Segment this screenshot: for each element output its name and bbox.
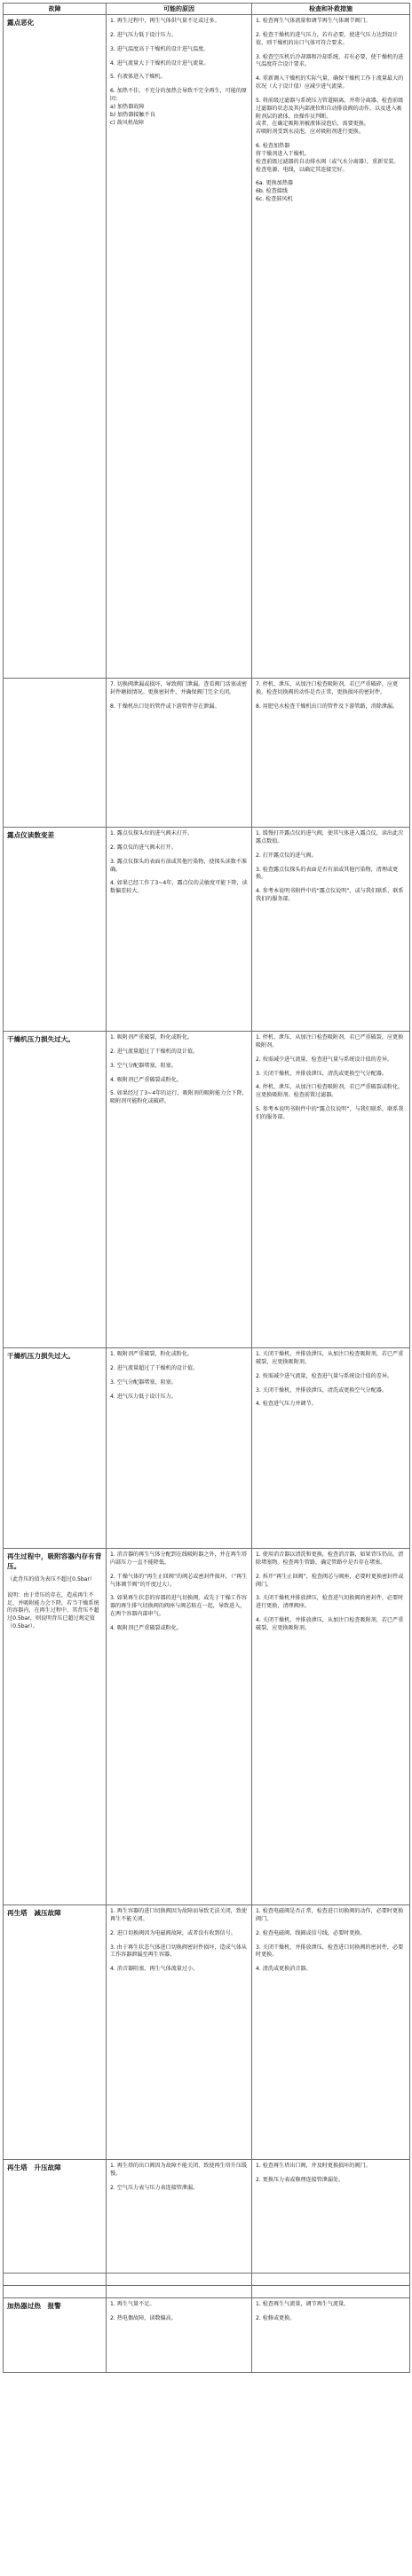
table-row	[4, 2274, 410, 2286]
fault-title: 干燥机压力损失过大。	[7, 1352, 75, 1361]
remedy-item: 2. 检查电磁阀、线圈或信号线，必要时更换。	[256, 1929, 366, 1936]
remedy-item: 4. 清洗或更换消音器。	[256, 1966, 312, 1973]
table-row	[4, 828, 410, 1032]
header-fault: 故障	[4, 4, 107, 15]
table-row	[4, 679, 410, 828]
remedy-item: 3. 关闭干燥机，并排放泄压，清洗或更换空气分配器。	[256, 1386, 387, 1394]
cause-item: 1. 吸附剂严重破裂，粉化或粉化。	[110, 1351, 194, 1358]
remedy-item: 5. 参考本说明书附件中的“露点仪说明”，与我们联系，联系我们的服务部。	[256, 1106, 404, 1120]
remedies-cell	[252, 1348, 410, 1549]
fault-cell	[4, 1549, 107, 1905]
table-row	[4, 2298, 410, 2373]
remedies-cell	[252, 1032, 410, 1348]
cause-item: 3. 空气分配器堵塞，阻塞。	[110, 1378, 177, 1386]
troubleshooting-table	[3, 3, 410, 2373]
remedy-item: 2. 按需减少进气流量，检查进气量与系统设计值的差异。	[256, 1056, 393, 1063]
remedies-cell	[252, 2160, 410, 2274]
fault-cell	[4, 2298, 107, 2373]
remedies-cell	[252, 2274, 410, 2286]
fault-title: 再生过程中，吸附容器内存有背压。	[7, 1552, 102, 1571]
remedy-item: 1. 关闭干燥机，并排放泄压，从加注口检查吸附剂，若已严重破裂，应更换吸附剂。	[256, 1351, 404, 1365]
remedies-cell	[252, 2286, 410, 2298]
remedies-cell	[252, 679, 410, 828]
cause-item: 3. 由于再生状态气体进口切换阀密封件损坏，造成气体从工作容器泄漏至再生容器。	[110, 1944, 248, 1959]
cause-item: 2. 干燥气体的“再生止回阀”的阀芯或密封件损坏，（“再生气体调节阀”的开度过大）。	[110, 1573, 248, 1588]
remedies-cell	[252, 1549, 410, 1905]
causes-cell	[107, 1905, 252, 2160]
cause-item: 1. 再生过程中，再生气体供气量不足或过多。	[110, 18, 220, 25]
cause-item: 4. 如果已经工作了3~4年，露点仪的灵敏度可能下降，读数偏差较大。	[110, 880, 248, 895]
header-causes: 可能的原因	[107, 4, 252, 15]
remedy-item: 2. 按需减少进气流量，检查进气量与系统设计值的差异。	[256, 1372, 393, 1379]
cause-item: 3. 进气温度高于干燥机的设计进气温度。	[110, 45, 210, 52]
causes-cell	[107, 2298, 252, 2373]
causes-cell	[107, 2160, 252, 2274]
remedy-item: 1. 缓慢打开露点仪的进气阀，使其气体进入露点仪，读出此次露点数值。	[256, 830, 404, 844]
remedy-item: 2. 拆开“再生止回阀”，检查阀芯与阀座，必要时更换密封件或阀门。	[256, 1573, 404, 1588]
cause-item: 2. 进口切换阀因为电磁阀故障，或者没有收到信号。	[110, 1929, 236, 1936]
remedy-item: 1. 使用消音器以清洗和更换，检查消音器，如果背压仍高，清除堵塞物。检查再生管路，确定管路中是否存在堵塞。	[256, 1551, 404, 1566]
cause-item: 1. 再生塔的出口阀因为故障不能关闭，致使再生塔升压缓慢。	[110, 2163, 248, 2177]
remedies-cell	[252, 828, 410, 1032]
causes-cell	[107, 15, 252, 679]
table-row	[4, 1549, 410, 1905]
causes-cell	[107, 2274, 252, 2286]
remedy-item: 1. 停机、泄压，从加注口检查吸附剂，若已严重破裂，应更换吸附剂。	[256, 1034, 404, 1048]
cause-item: 1. 再生气量不足。	[110, 2301, 155, 2308]
remedy-item: 4. 停机、泄压，从加注口检查吸附剂，若已严重破裂或粉化，应更换吸附剂。检查前置过滤器。	[256, 1084, 404, 1099]
remedy-item: 4. 重新调入干燥机的实际气量，确保干燥机工作于流量最大的状况（大于设计值）应减少进气流量。	[256, 75, 404, 90]
cause-item: 4. 消音器阻塞、再生气体流量过小。	[110, 1966, 199, 1973]
remedy-item: 1. 检查再生气流量，调节再生气流量。	[256, 2301, 350, 2308]
remedy-item: 3. 检查空压机后冷却器和冷却系统，若有必要，使干燥机的进气温度符合设计要求。	[256, 53, 404, 68]
cause-item: 2. 进气压力低于设计压力。	[110, 31, 177, 38]
table-header-row	[4, 4, 410, 15]
cause-item: 8. 干燥机出口处的管件或下游管件存在泄漏。	[110, 703, 220, 710]
cause-item: 3. 露点仪探头的表面有油或其他污染物，使探头读数不准确。	[110, 858, 248, 873]
causes-cell	[107, 679, 252, 828]
fault-note: （此背压的值为表压不超过0.5bar） 说明：由于背压的存在，造成再生不足，并吸附能力会下降，若当干燥系统的容器内，在再生过程中，其背压不超过0.5bar，则说明背压已超过规定值（0.5bar）。	[7, 1576, 99, 1630]
cause-item: 5. 如果经过了3~4年的运行，吸附剂的吸附能力会下降，吸附剂可能粉化或破碎。	[110, 1090, 248, 1105]
cause-item: 2. 露点仪的进气阀未打开。	[110, 844, 177, 851]
fault-cell	[4, 15, 107, 679]
cause-item: 3. 空气分配器堵塞，阻塞。	[110, 1062, 177, 1069]
fault-title: 再生塔 升压故障	[7, 2164, 61, 2172]
cause-item: 4. 吸附剂已严重破裂或粉化。	[110, 1076, 182, 1083]
fault-cell	[4, 1032, 107, 1348]
remedies-cell	[252, 1905, 410, 2160]
table-row	[4, 1348, 410, 1549]
table-row	[4, 2286, 410, 2298]
table-row	[4, 15, 410, 679]
fault-title: 露点仪读数变差	[7, 831, 55, 840]
table-row	[4, 1905, 410, 2160]
cause-item: 6. 加热不佳，不充分的加热会导致不完全再生，可能的原因： a) 加热器故障 b) 加热器接触不良 c) 鼓风机故障	[110, 88, 248, 126]
fault-cell	[4, 1348, 107, 1549]
cause-item: 2. 进气流量超过了干燥机的设计值。	[110, 1048, 199, 1055]
remedy-item: 1. 检查电磁阀是否正常，检查进口切换阀的动作，必要时更换阀门。	[256, 1908, 404, 1922]
header-remedies: 检查和补救措施	[252, 4, 410, 15]
table-row	[4, 2160, 410, 2274]
remedy-item: 2. 打开露点仪的进气阀。	[256, 852, 317, 859]
remedies-cell	[252, 2298, 410, 2373]
remedy-item: 4. 关闭干燥机，并排放泄压，从加注口检查吸附剂，若已严重破裂，应更换吸附剂。	[256, 1617, 404, 1631]
cause-item: 1. 吸附剂严重破裂，粉化或粉化。	[110, 1034, 194, 1041]
causes-cell	[107, 2286, 252, 2298]
remedy-item: 4. 参考本说明书附件中的“露点仪说明”，或与我们联系，联系我们的服务部。	[256, 888, 404, 903]
fault-title: 加热器过热 报警	[7, 2302, 61, 2311]
remedy-item: 8. 用肥皂水检查干燥机出口的管件及下游管路，消除泄漏。	[256, 703, 399, 710]
remedies-cell	[252, 15, 410, 679]
fault-cell	[4, 2160, 107, 2274]
cause-item: 7. 切换阀泄漏或损坏，导致阀门泄漏。查看阀门活塞或密封件磨损情况。更换密封件，并确保阀门完全关闭。	[110, 681, 248, 695]
fault-title: 露点恶化	[7, 19, 35, 27]
cause-item: 5. 有液体进入干燥机。	[110, 74, 166, 81]
remedy-item: 1. 检查再生塔出口阀，并及时更换损坏的阀门。	[256, 2163, 371, 2170]
fault-title: 再生塔 减压故障	[7, 1909, 61, 1918]
fault-cell	[4, 1905, 107, 2160]
cause-item: 2. 进气流量超过了干燥机的设计值。	[110, 1364, 199, 1371]
fault-cell	[4, 2286, 107, 2298]
fault-cell	[4, 679, 107, 828]
cause-item: 4. 进气压力低于设计压力。	[110, 1393, 177, 1400]
cause-item: 1. 消音器的再生气体分配到在线吸附器之外，并在再生塔内部压力一直不能降低。	[110, 1551, 248, 1566]
cause-item: 2. 空气压力表与压力表连接管泄漏。	[110, 2184, 199, 2191]
remedy-item: 6a. 更换加热器 6b. 检查接线 6c. 检查鼓风机	[256, 180, 293, 203]
troubleshooting-page	[3, 3, 409, 2373]
causes-cell	[107, 1549, 252, 1905]
cause-item: 3. 如果再生状态的容器的进气切换阀，或先于干燥工作容器的再生排气切换阀的阀座与阀芯粘在一起，导致进入，在两个容器内部串气。	[110, 1595, 248, 1618]
causes-cell	[107, 1032, 252, 1348]
remedy-item: 3. 检查露点仪探头的表面是否有油或其他污染物，清理或更换。	[256, 866, 399, 881]
cause-item: 1. 露点仪探头位的进气阀未打开。	[110, 830, 194, 837]
remedy-item: 3. 关闭干燥机，并排放泄压，清洗或更换空气分配器。	[256, 1070, 387, 1077]
causes-cell	[107, 1348, 252, 1549]
cause-item: 4. 进气流量大于干燥机的设计进气流量。	[110, 59, 210, 67]
fault-cell	[4, 2274, 107, 2286]
table-row	[4, 1032, 410, 1348]
remedy-item: 6. 检查加热器 将干燥剂进入干燥机。 检查前级过滤器的自动排水阀（或气水分离器），重新安装。 检查电源、电线，以确定其连接完好。	[256, 143, 400, 173]
fault-title: 干燥机压力损失过大。	[7, 1035, 75, 1044]
remedy-item: 2. 检查干燥机的进气压力，若有必要，使进气压力达到设计值，则干燥机的出口气体可符合要求。	[256, 31, 399, 46]
cause-item: 2. 热电偶故障，读数偏高。	[110, 2314, 177, 2321]
remedy-item: 3. 关闭干燥机，并排放泄压，检查进口切换阀的密封件，必要时更换。	[256, 1944, 404, 1959]
remedy-item: 5. 将前级过滤器与系统压力管道隔离，并将分离器、检查前级过滤器的状态及其内部液位和自动排放阀的动作，以及进入吸附剂层的液体，由操作员判断。 或者，在确定吸附剂被液体浸泡后，需要更换。 若吸附剂受到水浸泡，应对吸附剂进行更换。	[256, 97, 404, 136]
remedy-item: 1. 检查再生气体流量和调节再生气体调节阀门。	[256, 18, 371, 25]
causes-cell	[107, 828, 252, 1032]
cause-item: 4. 吸附剂已严重破裂或粉化。	[110, 1624, 182, 1631]
cause-item: 1. 再生容器的进口切换阀因为故障而导致无法关闭，致使再生不能关闭。	[110, 1908, 248, 1922]
remedy-item: 2. 检修或更换。	[256, 2314, 296, 2321]
remedy-item: 7. 停机、泄压，从加注口检查吸附剂，若已严重破碎，应更换。检查切换阀的动作是否正常，更换损坏的密封件。	[256, 681, 399, 695]
remedy-item: 3. 关闭干燥机并排放泄压，检查进气切换阀的密封件，必要时进行更换，清理阀座。	[256, 1595, 404, 1610]
remedy-item: 2. 更换压力表或修理连接管泄漏处。	[256, 2176, 345, 2183]
fault-cell	[4, 828, 107, 1032]
remedy-item: 4. 检查进气压力并调节。	[256, 1401, 317, 1408]
